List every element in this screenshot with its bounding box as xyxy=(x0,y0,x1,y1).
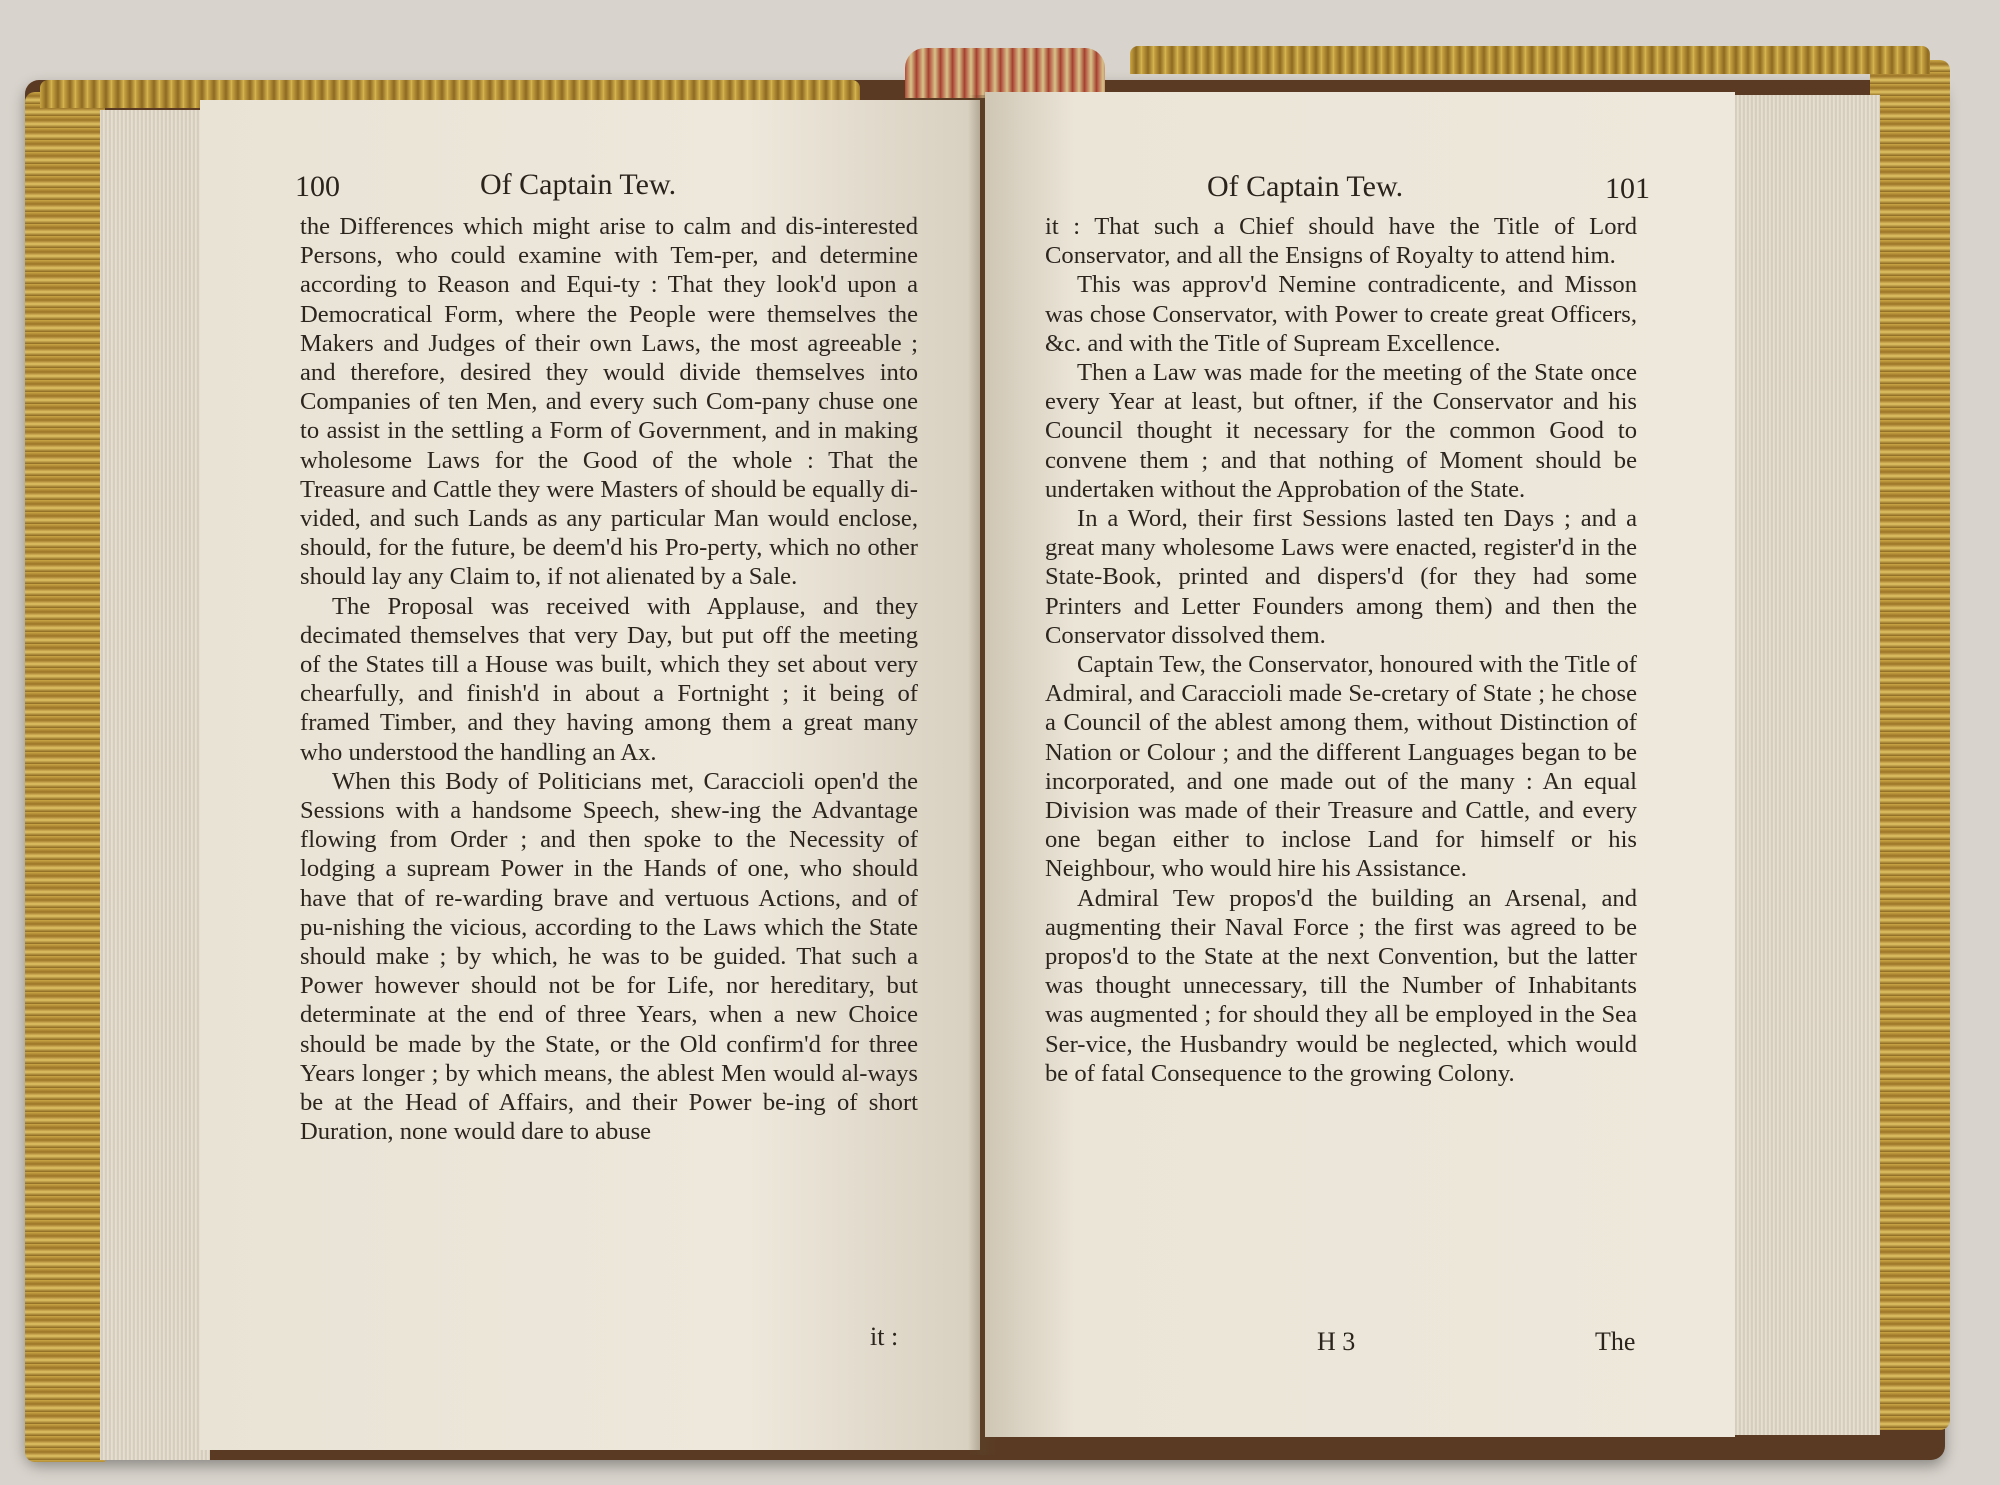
right-paragraph: Captain Tew, the Conservator, honoured with the Title of Admiral, and Caraccioli made Se-cretary of State ; he chose a Council of the ablest among them, without Distinction of Nation or Colour ; and the different Languages began to be incorporated, and one made out of the many : An equal Division was made of their Treasure and Cattle, and every one began either to inclose Land for himself or his Neighbour, who would hire his Assistance. xyxy=(1045,651,1637,883)
page-stack-left xyxy=(100,110,210,1460)
right-paragraph: In a Word, their first Sessions lasted ten Days ; and a great many wholesome Laws were enacted, register'd in the State-Book, printed and dispers'd (for they had some Printers and Letter Founders among them) and then the Conservator dissolved them. xyxy=(1045,505,1637,649)
left-page xyxy=(200,100,980,1450)
signature-mark: H 3 xyxy=(1317,1327,1356,1356)
right-paragraph: Admiral Tew propos'd the building an Arsenal, and augmenting their Naval Force ; the first was agreed to be propos'd to the State at the next Convention, but the latter was thought unnecessary, till the Number of Inhabitants was augmented ; for should they all be employed in the Sea Ser-vice, the Husbandry would be neglected, which would be of fatal Consequence to the growing Colony. xyxy=(1045,884,1637,1087)
left-paragraph: The Proposal was received with Applause, and they decimated themselves that very Day, but put off the meeting of the States till a House was built, which they set about very chearfully, and finish'd in about a Fortnight ; it being of framed Timber, and they having among them a great many who understood the handling an Ax. xyxy=(300,592,918,766)
left-running-title: Of Captain Tew. xyxy=(480,168,677,201)
left-page-text xyxy=(300,212,918,1147)
left-catchword: it : xyxy=(870,1322,899,1351)
right-page-number: 101 xyxy=(1605,172,1650,205)
headband xyxy=(905,48,1105,98)
right-running-title: Of Captain Tew. xyxy=(1207,170,1404,203)
gilt-edge-top-right xyxy=(1130,46,1930,74)
left-page-number: 100 xyxy=(295,170,340,203)
right-page-text xyxy=(1045,212,1637,1088)
left-paragraph: When this Body of Politicians met, Caraccioli open'd the Sessions with a handsome Speech, shew-ing the Advantage flowing from Order ; and then spoke to the Necessity of lodging a supream Power in the Hands of one, who should have that of re-warding brave and vertuous Actions, and of pu-nishing the vicious, according to the Laws which the State should make ; by which, he was to be guided. That such a Power however should not be for Life, nor hereditary, but determinate at the end of three Years, when a new Choice should be made by the State, or the Old confirm'd for three Years longer ; by which means, the ablest Men would al-ways be at the Head of Affairs, and their Power be-ing of short Duration, none would dare to abuse xyxy=(300,767,918,1146)
page-stack-right xyxy=(1730,95,1880,1435)
right-paragraph: it : That such a Chief should have the Title of Lord Conservator, and all the Ensigns of Royalty to attend him. xyxy=(1045,213,1637,270)
left-paragraph: the Differences which might arise to calm and dis-interested Persons, who could examine with Tem-per, and determine according to Reason and Equi-ty : That they look'd upon a Democratical Form, where the People were themselves the Makers and Judges of their own Laws, the most agreeable ; and therefore, desired they would divide themselves into Companies of ten Men, and every such Com-pany chuse one to assist in the settling a Form of Government, and in making wholesome Laws for the Good of the whole : That the Treasure and Cattle they were Masters of should be equally di-vided, and such Lands as any particular Man would enclose, should, for the future, be deem'd his Pro-perty, which no other should lay any Claim to, if not alienated by a Sale. xyxy=(300,213,918,591)
right-paragraph: This was approv'd Nemine contradicente, and Misson was chose Conservator, with Power to create great Officers, &c. and with the Title of Supream Excellence. xyxy=(1045,271,1637,357)
gilt-edge-right xyxy=(1870,60,1950,1430)
gilt-edge-left xyxy=(25,92,105,1462)
right-paragraph: Then a Law was made for the meeting of the State once every Year at least, but oftner, if the Conservator and his Council thought it necessary for the common Good to convene them ; and that nothing of Moment should be undertaken without the Approbation of the State. xyxy=(1045,359,1637,503)
right-page xyxy=(985,92,1735,1437)
right-catchword: The xyxy=(1595,1327,1636,1356)
